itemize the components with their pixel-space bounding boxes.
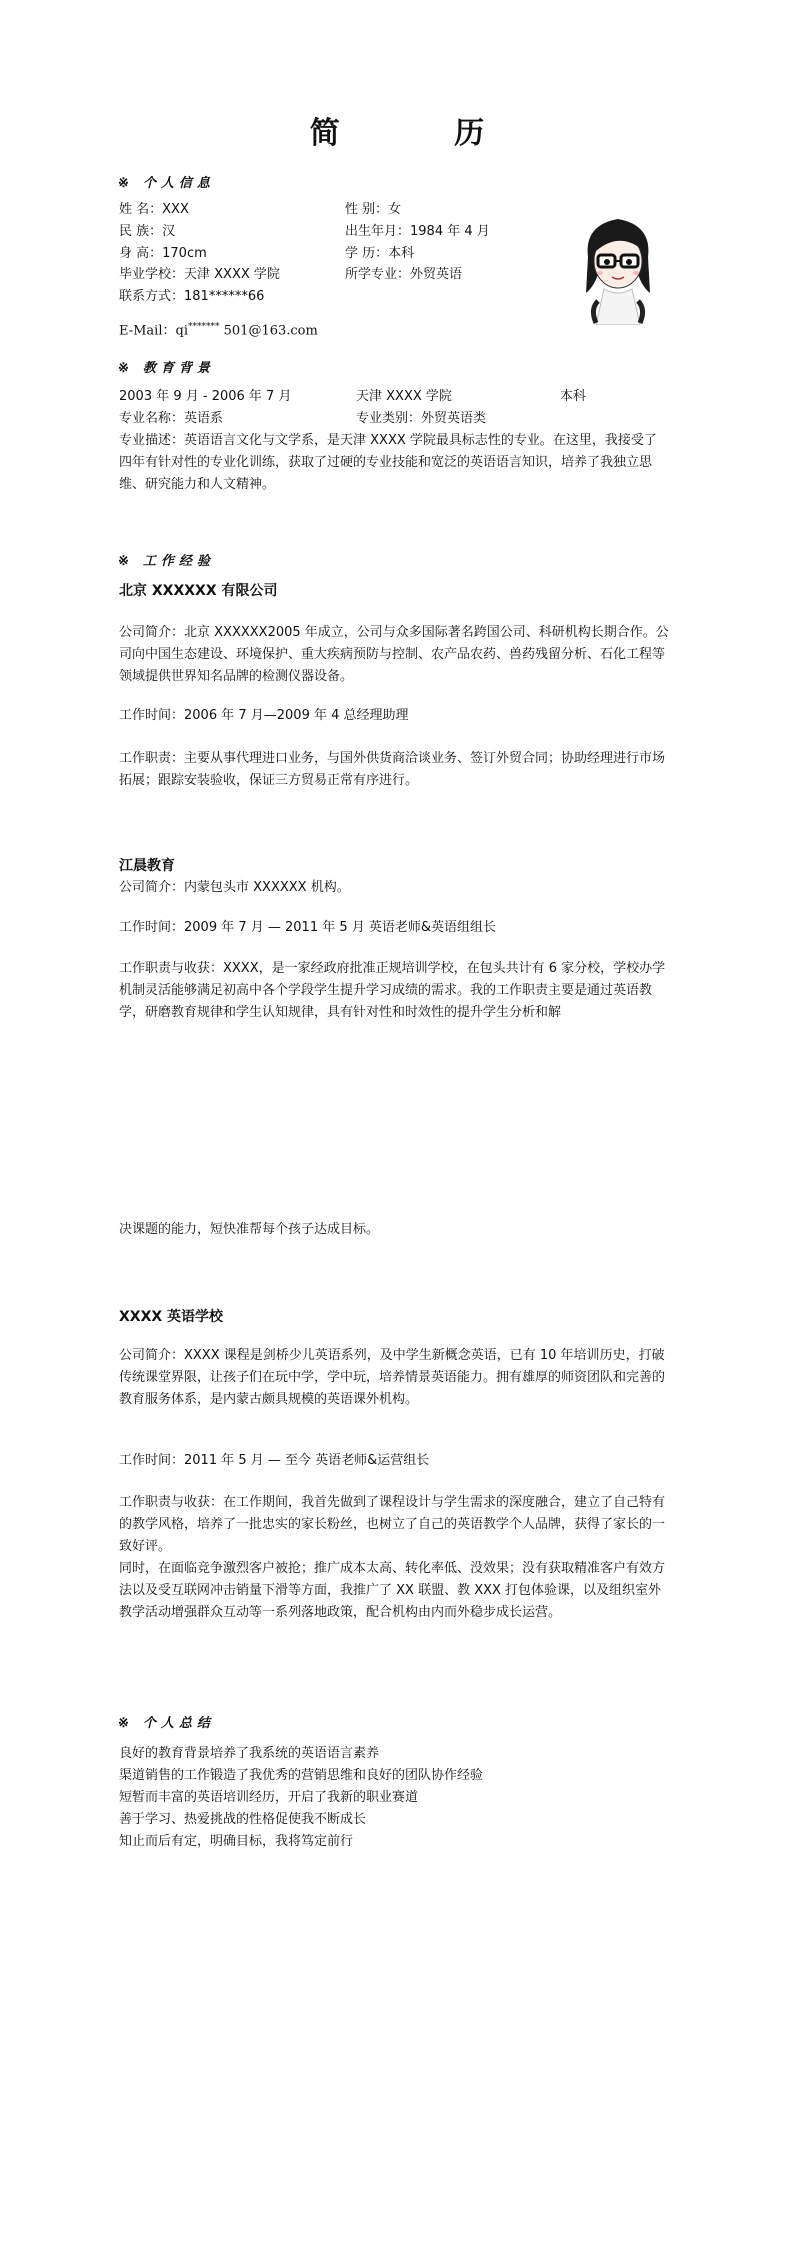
education-period: 2003 年 9 月 - 2006 年 7 月 <box>119 389 292 404</box>
email-label: E-Mail： <box>119 323 176 339</box>
work-company: 江晨教育 <box>119 858 175 874</box>
work-time: 工作时间：2009 年 7 月 — 2011 年 5 月 英语老师&英语组组长 <box>119 920 497 935</box>
education-school: 天津 XXXX 学院 <box>356 389 452 404</box>
work-duty: 工作职责与收获：XXXX，是一家经政府批准正规培训学校，在包头共计有 6 家分校，学校办学机制灵活能够满足初高中各个学段学生提升学习成绩的需求。我的工作职责主要是通过英语教学，研磨教育规律和学生认知规律，具有针对性和时效性的提升学生分析和解 <box>119 961 666 1020</box>
page-title: 简 历 <box>309 116 537 151</box>
evaluation-item: 短暂而丰富的英语培训经历，开启了我新的职业赛道 <box>119 1790 419 1805</box>
evaluation-item: 良好的教育背景培养了我系统的英语语言素养 <box>119 1746 380 1761</box>
personal-name: 姓 名：XXX <box>119 202 189 217</box>
section-mark: ※ <box>118 361 129 376</box>
work-intro: 公司简介：北京 XXXXXX2005 年成立，公司与众多国际著名跨国公司、科研机构长期合作。公司向中国生态建设、环境保护、重大疾病预防与控制、农产品农药、兽药残留分析、石化工程等领域提供世界知名品牌的检测仪器设备。 <box>119 625 669 684</box>
work-time: 工作时间：2011 年 5 月 — 至今 英语老师&运营组长 <box>119 1453 430 1468</box>
email-stars: ******* <box>188 322 220 332</box>
education-degree: 本科 <box>560 389 587 404</box>
email-prefix: qi <box>175 323 188 339</box>
work-time: 工作时间：2006 年 7 月—2009 年 4 总经理助理 <box>119 708 409 723</box>
section-mark: ※ <box>118 176 129 191</box>
personal-email <box>119 316 318 342</box>
section-heading-evaluation <box>118 1712 215 1731</box>
section-title: 个人总结 <box>142 1716 215 1731</box>
personal-height: 身 高：170cm <box>119 246 207 261</box>
section-heading-education <box>118 357 215 376</box>
personal-birth: 出生年月：1984 年 4 月 <box>345 224 490 239</box>
work-intro: 公司简介：XXXX 课程是剑桥少儿英语系列，及中学生新概念英语，已有 10 年培训历史，打破传统课堂界限，让孩子们在玩中学，学中玩，培养情景英语能力。拥有雄厚的师资团队和完善的教育服务体系，是内蒙古颇具规模的英语课外机构。 <box>119 1348 666 1407</box>
section-title: 工作经验 <box>142 554 215 569</box>
section-mark: ※ <box>118 1716 129 1731</box>
work-intro: 公司简介：内蒙包头市 XXXXXX 机构。 <box>119 880 350 895</box>
personal-degree: 学 历：本科 <box>345 246 415 261</box>
personal-ethnicity: 民 族：汉 <box>119 224 176 239</box>
personal-school: 毕业学校：天津 XXXX 学院 <box>119 267 280 282</box>
education-major-name: 专业名称：英语系 <box>119 411 224 426</box>
avatar <box>570 205 666 325</box>
evaluation-item: 知止而后有定，明确目标，我将笃定前行 <box>119 1834 354 1849</box>
work-duty: 工作职责：主要从事代理进口业务，与国外供货商洽谈业务、签订外贸合同；协助经理进行市场拓展；跟踪安装验收，保证三方贸易正常有序进行。 <box>119 751 666 788</box>
evaluation-item: 善于学习、热爱挑战的性格促使我不断成长 <box>119 1812 367 1827</box>
education-description: 专业描述：英语语言文化与文学系，是天津 XXXX 学院最具标志性的专业。在这里，我接受了四年有针对性的专业化训练，获取了过硬的专业技能和宽泛的英语语言知识，培养了我独立思维、研究能力和人文精神。 <box>119 433 657 492</box>
work-duty-continued: 决课题的能力，短快准帮每个孩子达成目标。 <box>119 1222 380 1237</box>
email-suffix: 501@163.com <box>219 323 318 339</box>
evaluation-item: 渠道销售的工作锻造了我优秀的营销思维和良好的团队协作经验 <box>119 1768 484 1783</box>
personal-phone: 联系方式：181******66 <box>119 289 265 304</box>
personal-gender: 性 别：女 <box>345 202 402 217</box>
personal-major: 所学专业：外贸英语 <box>345 267 463 282</box>
section-title: 教育背景 <box>142 361 215 376</box>
section-heading-personal <box>118 172 215 191</box>
section-heading-work <box>118 550 215 569</box>
work-company: 北京 XXXXXX 有限公司 <box>119 583 278 599</box>
work-duty: 工作职责与收获：在工作期间，我首先做到了课程设计与学生需求的深度融合，建立了自己特有的教学风格，培养了一批忠实的家长粉丝，也树立了自己的英语教学个人品牌，获得了家长的一致好评。 <box>119 1495 666 1554</box>
work-duty-extra: 同时，在面临竞争激烈客户被抢；推广成本太高、转化率低、没效果；没有获取精准客户有效方法以及受互联网冲击销量下滑等方面，我推广了 XX 联盟、教 XXX 打包体验课，以及组织室外教学活动增强群众互动等一系列落地政策，配合机构由内而外稳步成长运营。 <box>119 1561 666 1620</box>
education-major-type: 专业类别：外贸英语类 <box>356 411 487 426</box>
section-mark: ※ <box>118 554 129 569</box>
section-title: 个人信息 <box>142 176 215 191</box>
work-company: XXXX 英语学校 <box>119 1309 224 1325</box>
